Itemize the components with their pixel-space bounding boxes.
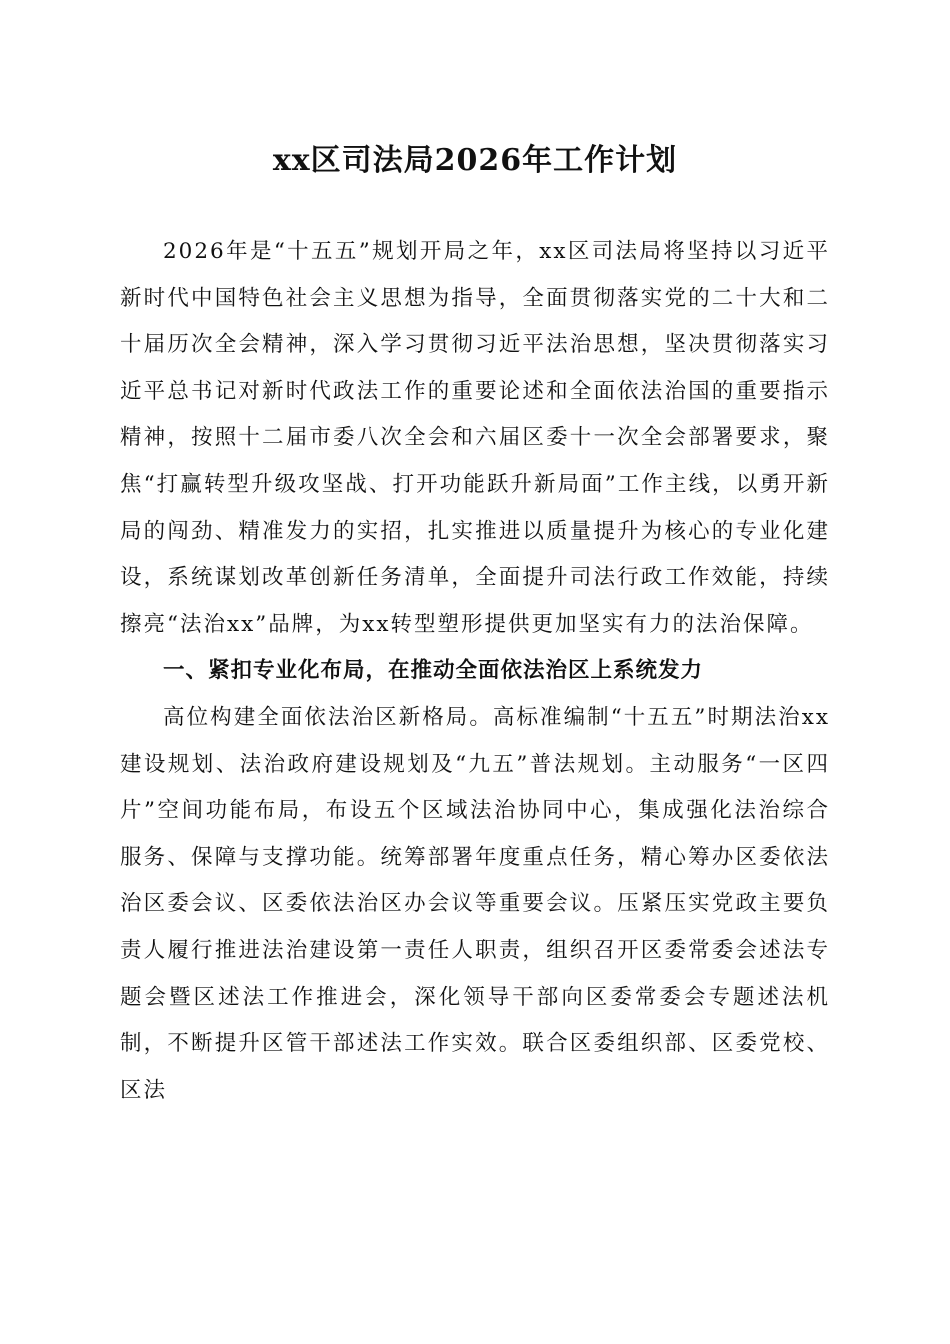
document-title: xx区司法局2026年工作计划	[272, 143, 678, 178]
section-1-heading: 一、紧扣专业化布局，在推动全面依法治区上系统发力	[163, 658, 704, 684]
section-1-paragraph: 高位构建全面依法治区新格局。高标准编制“十五五”时期法治xx建设规划、法治政府建设规划及“九五”普法规划。主动服务“一区四片”空间功能布局，布设五个区域法治协同中心，集成强化法治综合服务、保障与支撑功能。统筹部署年度重点任务，精心筹办区委依法治区委会议、区委依法治区办会议等重要会议。压紧压实党政主要负责人履行推进法治建设第一责任人职责，组织召开区委常委会述法专题会暨区述法工作推进会，深化领导干部向区委常委会专题述法机制，不断提升区管干部述法工作实效。联合区委组织部、区委党校、区法	[120, 704, 830, 1103]
intro-paragraph: 2026年是“十五五”规划开局之年，xx区司法局将坚持以习近平新时代中国特色社会主义思想为指导，全面贯彻落实党的二十大和二十届历次全会精神，深入学习贯彻习近平法治思想，坚决贯彻落实习近平总书记对新时代政法工作的重要论述和全面依法治国的重要指示精神，按照十二届市委八次全会和六届区委十一次全会部署要求，聚焦“打赢转型升级攻坚战、打开功能跃升新局面”工作主线，以勇开新局的闯劲、精准发力的实招，扎实推进以质量提升为核心的专业化建设，系统谋划改革创新任务清单，全面提升司法行政工作效能，持续擦亮“法治xx”品牌，为xx转型塑形提供更加坚实有力的法治保障。	[120, 239, 830, 637]
document-body	[120, 229, 830, 1114]
